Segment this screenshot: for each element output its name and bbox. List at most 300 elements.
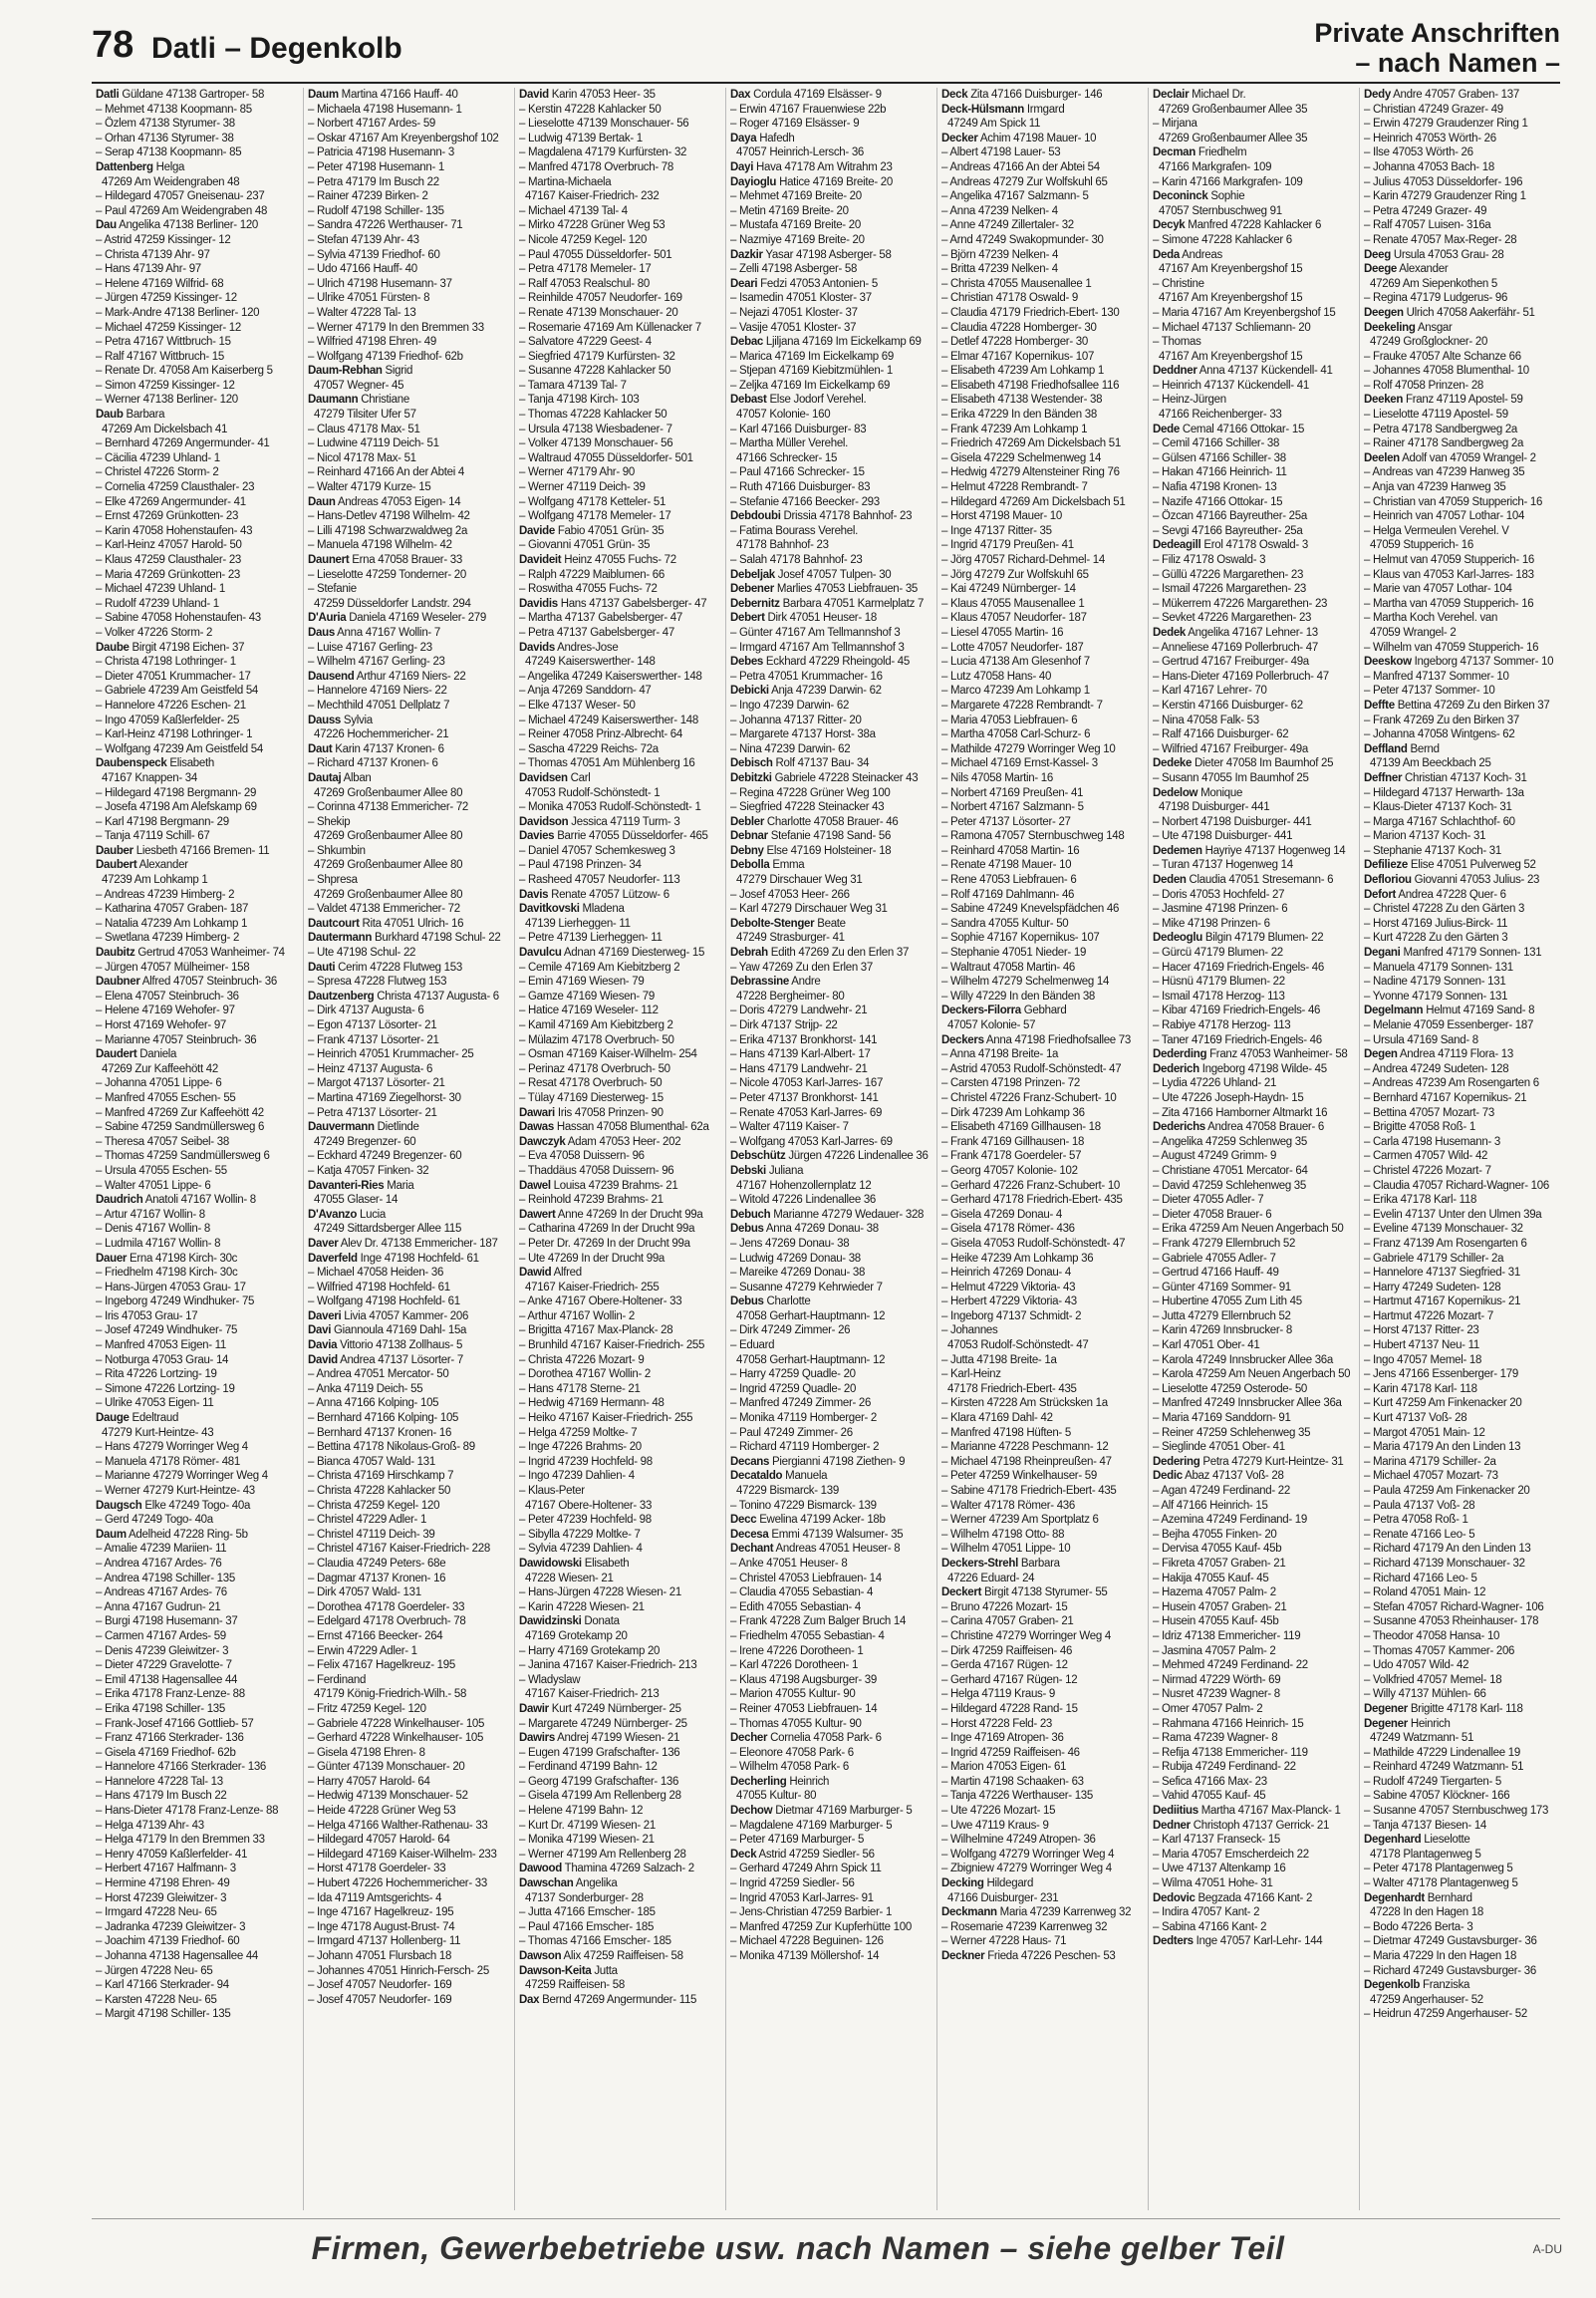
directory-entry: – Ingo 47057 Memel- 18 xyxy=(1364,1353,1482,1366)
directory-entry: Dedy Andre 47057 Graben- 137 xyxy=(1364,89,1519,101)
directory-entry: – Nazife 47166 Ottokar- 15 xyxy=(1153,495,1283,508)
directory-entry: – Claus 47178 Max- 51 xyxy=(308,423,420,435)
directory-entry: – Maria 47229 In den Hagen 18 xyxy=(1364,1950,1517,1962)
directory-entry: – Mehmed 47249 Ferdinand- 22 xyxy=(1153,1659,1308,1672)
directory-entry: – Güllü 47226 Margarethen- 23 xyxy=(1153,568,1304,581)
directory-entry: – Ulrike 47053 Eigen- 11 xyxy=(96,1397,214,1410)
directory-entry: – Eveline 47139 Monschauer- 32 xyxy=(1364,1223,1523,1236)
directory-entry: – Walter 47051 Lippe- 6 xyxy=(96,1179,211,1192)
directory-entry: – Rudolf 47249 Tiergarten- 5 xyxy=(1364,1775,1502,1788)
directory-entry: – Petre 47139 Lierheggen- 11 xyxy=(519,932,663,945)
directory-entry: – Karin 47269 Innsbrucker- 8 xyxy=(1153,1324,1292,1337)
directory-entry: – Werner 47239 Am Sportplatz 6 xyxy=(941,1514,1099,1527)
directory-entry: – Johannes 47058 Blumenthal- 10 xyxy=(1364,365,1529,378)
directory-entry: – Johann 47051 Flursbach 18 xyxy=(308,1950,452,1962)
directory-entry: – Elisabeth 47138 Westender- 38 xyxy=(941,394,1103,407)
directory-entry: – Richard 47119 Homberger- 2 xyxy=(730,1441,880,1454)
directory-entry: – Ute 47226 Joseph-Haydn- 15 xyxy=(1153,1091,1304,1104)
directory-entry: 47269 Großenbaumer Allee 80 xyxy=(314,786,463,799)
directory-entry: – Anka 47119 Deich- 55 xyxy=(308,1382,423,1395)
directory-entry: – Taner 47169 Friedrich-Engels- 46 xyxy=(1153,1033,1322,1046)
directory-entry: – Wolfgang 47279 Worringer Weg 4 xyxy=(941,1848,1115,1861)
directory-entry: Decker Achim 47198 Mauer- 10 xyxy=(941,132,1097,144)
directory-entry: Debert Dirk 47051 Heuser- 18 xyxy=(730,612,877,625)
directory-entry: – Norbert 47167 Ardes- 59 xyxy=(308,118,436,131)
directory-entry: – Anneliese 47169 Pollerbruch- 47 xyxy=(1153,641,1318,654)
directory-entry: – Karl 47051 Ober- 41 xyxy=(1153,1339,1260,1352)
directory-entry: – Hakan 47166 Heinrich- 11 xyxy=(1153,466,1287,479)
directory-entry: – Gisela 47199 Am Rellenberg 28 xyxy=(519,1790,681,1803)
directory-entry: – Bernhard 47137 Kronen- 16 xyxy=(308,1426,452,1439)
directory-entry: Deckner Frieda 47226 Peschen- 53 xyxy=(941,1950,1116,1962)
directory-entry: 47139 Lierheggen- 11 xyxy=(525,917,631,930)
directory-entry: – Husein 47057 Graben- 21 xyxy=(1153,1600,1287,1613)
directory-entry: – Claudia 47179 Friedrich-Ebert- 130 xyxy=(941,306,1120,319)
directory-entry: 47228 In den Hagen 18 xyxy=(1370,1906,1483,1919)
directory-entry: – Irmgard 47167 Am Tellmannshof 3 xyxy=(730,641,905,654)
directory-entry: – Ingrid 47239 Hochfeld- 98 xyxy=(519,1455,653,1468)
directory-entry: – Regina 47228 Grüner Weg 100 xyxy=(730,786,891,799)
directory-entry: – Bernhard 47166 Kolping- 105 xyxy=(308,1412,459,1425)
directory-entry: – Gisela 47169 Friedhof- 62b xyxy=(96,1746,236,1759)
directory-entry: – Ingrid 47259 Raiffeisen- 46 xyxy=(941,1746,1080,1759)
directory-entry: Deeskow Ingeborg 47137 Sommer- 10 xyxy=(1364,656,1554,669)
directory-entry: Dautaj Alban xyxy=(308,771,372,784)
directory-entry: Dedelow Monique xyxy=(1153,786,1243,799)
directory-entry: – Bettina 47057 Mozart- 73 xyxy=(1364,1106,1494,1119)
directory-entry: – Paul 47198 Prinzen- 34 xyxy=(519,859,642,872)
directory-entry: – Eva 47058 Duissern- 96 xyxy=(519,1150,645,1163)
directory-entry: – Horst 47239 Gleiwitzer- 3 xyxy=(96,1891,227,1904)
directory-entry: – Carina 47057 Graben- 21 xyxy=(941,1615,1074,1628)
directory-entry: Daubenspeck Elisabeth xyxy=(96,757,214,770)
directory-entry: – Richard 47249 Gustavsburger- 36 xyxy=(1364,1964,1536,1977)
directory-entry: – Gabriele 47179 Schiller- 2a xyxy=(1364,1252,1504,1265)
directory-entry: – Catharina 47269 In der Drucht 99a xyxy=(519,1223,695,1236)
directory-entry: – Bernhard 47167 Kopernikus- 21 xyxy=(1364,1091,1527,1104)
directory-entry: – Manfred 47055 Eschen- 55 xyxy=(96,1091,236,1104)
directory-entry: – Klara 47169 Dahl- 42 xyxy=(941,1412,1053,1425)
directory-entry: – Marga 47167 Schlachthof- 60 xyxy=(1364,815,1515,828)
directory-entry: – Gerhard 47228 Winkelhauser- 105 xyxy=(308,1732,484,1745)
directory-entry: – Friedhelm 47055 Sebastian- 4 xyxy=(730,1629,885,1642)
directory-entry: – Ingrid 47259 Siedler- 56 xyxy=(730,1877,855,1890)
directory-entry: – Erika 47259 Am Neuen Angerbach 50 xyxy=(1153,1223,1344,1236)
directory-entry: – Idriz 47138 Emmericher- 119 xyxy=(1153,1629,1301,1642)
directory-entry: – Alf 47166 Heinrich- 15 xyxy=(1153,1499,1268,1512)
directory-entry: – Rolf 47058 Prinzen- 28 xyxy=(1364,379,1484,392)
section-heading-line1: Private Anschriften xyxy=(1314,18,1560,48)
directory-entry: – Willy 47229 In den Bänden 38 xyxy=(941,990,1096,1003)
directory-entry: – Bejha 47055 Finken- 20 xyxy=(1153,1528,1277,1541)
directory-entry: – Irmgard 47228 Neu- 65 xyxy=(96,1906,217,1919)
directory-entry: – Thomas xyxy=(1153,336,1201,349)
directory-entry: Dawidzinski Donata xyxy=(519,1615,620,1628)
directory-entry: – Özcan 47166 Bayreuther- 25a xyxy=(1153,510,1307,523)
directory-entry: Dauge Edeltraud xyxy=(96,1412,179,1425)
directory-entry: – Hedwig 47279 Altensteiner Ring 76 xyxy=(941,466,1120,479)
directory-entry: – Karl-Heinz 47198 Lothringer- 1 xyxy=(96,728,253,741)
directory-entry: – Lilli 47198 Schwarzwaldweg 2a xyxy=(308,524,468,537)
directory-entry: – Ludwine 47119 Deich- 51 xyxy=(308,437,439,450)
directory-entry: – Christa 47169 Hirschkamp 7 xyxy=(308,1470,454,1483)
directory-entry: – Martha Koch Verehel. van xyxy=(1364,612,1498,625)
directory-entry: – Mathilde 47279 Worringer Weg 10 xyxy=(941,742,1116,755)
directory-entry: 47055 Glaser- 14 xyxy=(314,1194,399,1207)
directory-entry: Davidsen Carl xyxy=(519,771,591,784)
directory-entry: Dedemen Hayriye 47137 Hogenweg 14 xyxy=(1153,844,1346,857)
directory-entry: – Johannes 47051 Hinrich-Fersch- 25 xyxy=(308,1964,489,1977)
directory-entry: Dede Cemal 47166 Ottokar- 15 xyxy=(1153,423,1305,435)
directory-entry: – Artur 47167 Wollin- 8 xyxy=(96,1208,205,1221)
directory-entry: – Michael 47228 Beguinen- 126 xyxy=(730,1935,884,1948)
directory-entry: – Friedhelm 47198 Kirch- 30c xyxy=(96,1267,238,1280)
directory-entry: Dawson-Keita Jutta xyxy=(519,1964,618,1977)
directory-entry: – Tanja 47198 Kirch- 103 xyxy=(519,394,640,407)
directory-entry: – Eleonore 47058 Park- 6 xyxy=(730,1746,854,1759)
directory-entry: – Bernhard 47269 Angermunder- 41 xyxy=(96,437,270,450)
directory-entry: Deckers-Strehl Barbara xyxy=(941,1557,1060,1570)
directory-entry: 47269 Großenbaumer Allee 35 xyxy=(1159,132,1308,144)
directory-entry: – Heide 47228 Grüner Weg 53 xyxy=(308,1805,456,1818)
directory-entry: – Hedwig 47169 Hermann- 48 xyxy=(519,1397,665,1410)
directory-entry: – Renate 47053 Karl-Jarres- 69 xyxy=(730,1106,883,1119)
directory-entry: – Rahmana 47166 Heinrich- 15 xyxy=(1153,1717,1304,1730)
directory-entry: Dedic Abaz 47137 Voß- 28 xyxy=(1153,1470,1284,1483)
directory-entry: 47057 Kolonie- 57 xyxy=(947,1019,1036,1031)
directory-entry: – Karl 47279 Dirschauer Weg 31 xyxy=(730,903,888,916)
directory-entry: Daube Birgit 47198 Eichen- 37 xyxy=(96,641,245,654)
directory-entry: Dedeke Dieter 47058 Im Baumhof 25 xyxy=(1153,757,1334,770)
directory-entry: – Christiane 47051 Mercator- 64 xyxy=(1153,1164,1308,1177)
directory-entry: – Oskar 47167 Am Kreyenbergshof 102 xyxy=(308,132,499,144)
directory-entry: – Christa 47055 Mausenallee 1 xyxy=(941,277,1092,290)
directory-entry: 47166 Schrecker- 15 xyxy=(736,451,838,464)
directory-entry: – Gisela 47229 Schelmenweg 14 xyxy=(941,451,1102,464)
directory-entry: Dauer Erna 47198 Kirch- 30c xyxy=(96,1252,238,1265)
directory-entry: – Sabine 47259 Sandmüllersweg 6 xyxy=(96,1121,265,1134)
directory-entry: – Edelgard 47178 Overbruch- 78 xyxy=(308,1615,466,1628)
directory-entry: – Werner 47199 Am Rellenberg 28 xyxy=(519,1848,686,1861)
directory-entry: – Peter Dr. 47269 In der Drucht 99a xyxy=(519,1237,690,1250)
directory-entry: – Volker 47226 Storm- 2 xyxy=(96,626,213,639)
directory-entry: – Ralf 47166 Duisburger- 62 xyxy=(1153,728,1289,741)
directory-entry: – Marie van 47057 Lothar- 104 xyxy=(1364,583,1512,596)
directory-entry: – Stephanie 47137 Koch- 31 xyxy=(1364,844,1501,857)
directory-entry: – Albert 47198 Lauer- 53 xyxy=(941,146,1061,159)
directory-entry: – Anke 47051 Heuser- 8 xyxy=(730,1557,848,1570)
directory-entry: – Karin 47178 Karl- 118 xyxy=(1364,1382,1477,1395)
directory-entry: – Ute 47226 Mozart- 15 xyxy=(941,1805,1056,1818)
directory-entry: – Claudia 47055 Sebastian- 4 xyxy=(730,1586,874,1599)
directory-entry: – Heinz 47137 Augusta- 6 xyxy=(308,1062,433,1075)
directory-entry: – Stefan 47057 Richard-Wagner- 106 xyxy=(1364,1600,1544,1613)
directory-entry: – Kurt 47259 Am Finkenacker 20 xyxy=(1364,1397,1522,1410)
directory-entry: – Tülay 47169 Diesterweg- 15 xyxy=(519,1091,664,1104)
directory-entry: – Regina 47179 Ludgerus- 96 xyxy=(1364,292,1508,305)
directory-entry: – Klaus van 47053 Karl-Jarres- 183 xyxy=(1364,568,1534,581)
directory-entry: 47137 Sonderburger- 28 xyxy=(525,1891,644,1904)
directory-entry: – Gerda 47167 Rügen- 12 xyxy=(941,1659,1068,1672)
directory-entry: – Edith 47055 Sebastian- 4 xyxy=(730,1600,861,1613)
directory-entry: – Jasmina 47057 Palm- 2 xyxy=(1153,1644,1276,1657)
directory-entry: – Heinrich van 47057 Lothar- 104 xyxy=(1364,510,1525,523)
directory-entry: – Inge 47167 Hagelkreuz- 195 xyxy=(308,1906,454,1919)
directory-entry: – Wolfgang 47139 Friedhof- 62b xyxy=(308,350,463,363)
directory-entry: – Cäcilia 47239 Uhland- 1 xyxy=(96,451,220,464)
directory-entry: – Siegfried 47228 Steinacker 43 xyxy=(730,801,885,814)
directory-entry: – Astrid 47259 Kissinger- 12 xyxy=(96,233,231,246)
directory-entry: Daubert Alexander xyxy=(96,859,188,872)
directory-entry: Deden Claudia 47051 Stresemann- 6 xyxy=(1153,874,1334,887)
directory-entry: 47279 Kurt-Heintze- 43 xyxy=(102,1426,214,1439)
directory-entry: Dedeoglu Bilgin 47179 Blumen- 22 xyxy=(1153,932,1324,945)
directory-entry: – Hildegard 47169 Kaiser-Wilhelm- 233 xyxy=(308,1848,497,1861)
directory-entry: Debicki Anja 47239 Darwin- 62 xyxy=(730,685,882,698)
directory-entry: Debener Marlies 47053 Liebfrauen- 35 xyxy=(730,583,919,596)
directory-entry: Dayi Hava 47178 Am Witrahm 23 xyxy=(730,160,893,173)
directory-entry: – Erwin 47167 Frauenwiese 22b xyxy=(730,103,887,116)
directory-entry: – Herbert 47229 Viktoria- 43 xyxy=(941,1295,1077,1308)
directory-entry: Datli Güldane 47138 Gartroper- 58 xyxy=(96,89,265,101)
directory-entry: – Yaw 47269 Zu den Erlen 37 xyxy=(730,961,874,974)
directory-entry: – Thomas 47057 Kammer- 206 xyxy=(1364,1644,1515,1657)
directory-entry: Deeken Franz 47119 Apostel- 59 xyxy=(1364,394,1523,407)
directory-entry: – Peter 47137 Bronkhorst- 141 xyxy=(730,1091,879,1104)
directory-entry: – Peter 47169 Marburger- 5 xyxy=(730,1834,865,1847)
directory-entry: 47057 Heinrich-Lersch- 36 xyxy=(736,146,865,159)
directory-entry: 47269 Am Dickelsbach 41 xyxy=(102,423,228,435)
directory-entry: – Ludwig 47269 Donau- 38 xyxy=(730,1252,861,1265)
directory-entry: – Karin 47166 Markgrafen- 109 xyxy=(1153,175,1303,188)
directory-entry: – Inge 47137 Ritter- 35 xyxy=(941,524,1052,537)
directory-entry: – Werner 47228 Haus- 71 xyxy=(941,1935,1067,1948)
directory-entry: – Karl 47198 Bergmann- 29 xyxy=(96,815,229,828)
directory-entry: – Özlem 47138 Styrumer- 38 xyxy=(96,118,235,131)
directory-entry: 47058 Gerhart-Hauptmann- 12 xyxy=(736,1309,886,1322)
directory-entry: Davitkovski Mladena xyxy=(519,903,625,916)
directory-entry: – Michael 47239 Uhland- 1 xyxy=(96,583,225,596)
directory-entry: Dawel Louisa 47239 Brahms- 21 xyxy=(519,1179,678,1192)
directory-entry: – Elke 47269 Angermunder- 41 xyxy=(96,495,246,508)
directory-entry: – Arnd 47249 Swakopmunder- 30 xyxy=(941,233,1104,246)
directory-entry: – Ismail 47226 Margarethen- 23 xyxy=(1153,583,1307,596)
directory-column-6 xyxy=(1148,88,1358,2210)
directory-entry: – Christine xyxy=(1153,277,1204,290)
directory-entry: Daunert Erna 47058 Brauer- 33 xyxy=(308,554,462,566)
directory-entry: Daum Adelheid 47228 Ring- 5b xyxy=(96,1528,248,1541)
directory-entry: – Johanna 47137 Ritter- 20 xyxy=(730,714,862,726)
directory-entry: Dawid Alfred xyxy=(519,1267,582,1280)
directory-entry: Davia Vittorio 47138 Zollhaus- 5 xyxy=(308,1339,463,1352)
directory-entry: – Heidrun 47259 Angerhauser- 52 xyxy=(1364,2008,1527,2021)
directory-entry: – Thomas 47051 Am Mühlenberg 16 xyxy=(519,757,695,770)
directory-entry: Deck-Hülsmann Irmgard xyxy=(941,103,1065,116)
directory-entry: 47279 Dirschauer Weg 31 xyxy=(736,874,863,887)
directory-entry: – Thomas 47259 Sandmüllersweg 6 xyxy=(96,1150,270,1163)
directory-entry: – Christel 47167 Kaiser-Friedrich- 228 xyxy=(308,1543,490,1556)
directory-entry: Dauti Cerim 47228 Flutweg 153 xyxy=(308,961,462,974)
directory-entry: Degelmann Helmut 47169 Sand- 8 xyxy=(1364,1005,1535,1017)
directory-entry: – Horst 47178 Goerdeler- 33 xyxy=(308,1863,446,1875)
directory-entry: Davidis Hans 47137 Gabelsberger- 47 xyxy=(519,597,707,610)
directory-entry: – Christine 47279 Worringer Weg 4 xyxy=(941,1629,1111,1642)
directory-entry: – Christel 47119 Deich- 39 xyxy=(308,1528,435,1541)
directory-entry: – Filiz 47178 Oswald- 3 xyxy=(1153,554,1266,566)
directory-entry: – Karin 47279 Graudenzer Ring 1 xyxy=(1364,190,1526,203)
directory-entry: Daum Martina 47166 Hauff- 40 xyxy=(308,89,458,101)
directory-entry: – Manuela 47198 Wilhelm- 42 xyxy=(308,539,452,552)
directory-entry: – Michael 47259 Kissinger- 12 xyxy=(96,321,242,334)
directory-entry: – Nina 47058 Falk- 53 xyxy=(1153,714,1259,726)
footer-note: Firmen, Gewerbebetriebe usw. nach Namen – siehe gelber Teil xyxy=(311,2230,1285,2266)
directory-entry: – Paul 47166 Schrecker- 15 xyxy=(730,466,865,479)
directory-entry: – Hannelore 47169 Niers- 22 xyxy=(308,685,447,698)
directory-entry: – Hildegard 47057 Harold- 64 xyxy=(308,1834,450,1847)
directory-entry: Deck Astrid 47259 Siedler- 56 xyxy=(730,1848,875,1861)
directory-entry: – Gerhard 47226 Franz-Schubert- 10 xyxy=(941,1179,1121,1192)
directory-entry: Dawir Kurt 47249 Nürnberger- 25 xyxy=(519,1702,681,1715)
directory-entry: Deekeling Ansgar xyxy=(1364,321,1453,334)
directory-entry: – Wilhelm 47051 Lippe- 10 xyxy=(941,1543,1071,1556)
directory-entry: – Dirk 47137 Augusta- 6 xyxy=(308,1005,424,1017)
directory-entry: – Manfred 47198 Hüften- 5 xyxy=(941,1426,1071,1439)
directory-entry: – Ernst 47166 Beecker- 264 xyxy=(308,1629,443,1642)
directory-entry: Davideit Heinz 47055 Fuchs- 72 xyxy=(519,554,676,566)
directory-entry: – Dirk 47239 Am Lohkamp 36 xyxy=(941,1106,1085,1119)
directory-entry: – Christel 47226 Storm- 2 xyxy=(96,466,219,479)
directory-entry: – Nusret 47239 Wagner- 8 xyxy=(1153,1688,1280,1701)
directory-entry: Dawidowski Elisabeth xyxy=(519,1557,630,1570)
directory-entry: – Mark-Andre 47138 Berliner- 120 xyxy=(96,306,260,319)
directory-entry: – Hannelore 47228 Tal- 13 xyxy=(96,1775,223,1788)
directory-entry: – Johanna 47138 Hagensallee 44 xyxy=(96,1950,259,1962)
directory-entry: – Mehmet 47169 Breite- 20 xyxy=(730,190,862,203)
directory-entry: – Anna 47166 Kolping- 105 xyxy=(308,1397,439,1410)
directory-entry: Daveri Livia 47057 Kammer- 206 xyxy=(308,1309,469,1322)
directory-entry: – Hildegard 47198 Bergmann- 29 xyxy=(96,786,257,799)
directory-entry: – Theodor 47058 Hansa- 10 xyxy=(1364,1629,1500,1642)
directory-entry: – Witold 47226 Lindenallee 36 xyxy=(730,1194,877,1207)
directory-entry: – Omer 47057 Palm- 2 xyxy=(1153,1702,1263,1715)
directory-entry: Dautcourt Rita 47051 Ulrich- 16 xyxy=(308,917,464,930)
directory-entry: – Horst 47228 Feld- 23 xyxy=(941,1717,1053,1730)
directory-entry: – Helmut 47229 Viktoria- 43 xyxy=(941,1281,1076,1293)
directory-entry: – Elke 47137 Weser- 50 xyxy=(519,699,636,712)
directory-entry: – Angelika 47259 Schlenweg 35 xyxy=(1153,1135,1307,1148)
directory-entry: – Anna 47167 Gudrun- 21 xyxy=(96,1600,221,1613)
directory-entry: – Walter 47179 Kurze- 15 xyxy=(308,481,431,494)
directory-entry: – Marco 47239 Am Lohkamp 1 xyxy=(941,685,1090,698)
directory-entry: – Helga 47259 Moltke- 7 xyxy=(519,1426,638,1439)
directory-entry: – Christa 47228 Kahlacker 50 xyxy=(308,1485,451,1497)
directory-entry: – Reinhold 47239 Brahms- 21 xyxy=(519,1194,664,1207)
directory-entry: – Carla 47198 Husemann- 3 xyxy=(1364,1135,1500,1148)
directory-entry: – Ferdinand 47199 Bahn- 12 xyxy=(519,1761,658,1774)
directory-entry: – Luise 47167 Gerling- 23 xyxy=(308,641,432,654)
directory-entry: – Michael 47058 Heiden- 36 xyxy=(308,1267,444,1280)
directory-entry: – Hildegard 47269 Am Dickelsbach 51 xyxy=(941,495,1126,508)
directory-entry: – Günter 47167 Am Tellmannshof 3 xyxy=(730,626,901,639)
directory-entry: Debolla Emma xyxy=(730,859,805,872)
directory-entry: – Marica 47169 Im Eickelkamp 69 xyxy=(730,350,894,363)
directory-entry: – Reiner 47053 Liebfrauen- 14 xyxy=(730,1702,878,1715)
directory-entry: 47229 Bismarck- 139 xyxy=(736,1485,839,1497)
directory-entry: – Franz 47139 Am Rosengarten 6 xyxy=(1364,1237,1527,1250)
directory-entry: – Christa 47139 Ahr- 97 xyxy=(96,248,210,261)
directory-entry: – Gisela 47178 Römer- 436 xyxy=(941,1223,1075,1236)
directory-entry: – Marion 47137 Koch- 31 xyxy=(1364,830,1486,843)
directory-entry: – Gülsen 47166 Schiller- 38 xyxy=(1153,451,1286,464)
directory-entry: – Husein 47055 Kauf- 45b xyxy=(1153,1615,1279,1628)
directory-entry: Dedters Inge 47057 Karl-Lehr- 144 xyxy=(1153,1935,1323,1948)
directory-entry: – Nina 47239 Darwin- 62 xyxy=(730,742,851,755)
directory-entry: – Erwin 47279 Graudenzer Ring 1 xyxy=(1364,118,1528,131)
directory-entry: – Gerhard 47249 Ahrn Spick 11 xyxy=(730,1863,882,1875)
directory-entry: – Manuela 47178 Römer- 481 xyxy=(96,1455,240,1468)
directory-entry: – Jens 47166 Essenberger- 179 xyxy=(1364,1368,1518,1381)
directory-entry: – Maria 47053 Liebfrauen- 6 xyxy=(941,714,1078,726)
directory-entry: – Nadine 47179 Sonnen- 131 xyxy=(1364,976,1506,989)
directory-entry: Davide Fabio 47051 Grün- 35 xyxy=(519,524,665,537)
directory-entry: – Hans-Jürgen 47053 Grau- 17 xyxy=(96,1281,246,1293)
directory-entry: – Karl 47167 Lehrer- 70 xyxy=(1153,685,1267,698)
directory-entry: – Rudolf 47198 Schiller- 135 xyxy=(308,204,444,217)
directory-entry: – Manfred 47178 Overbruch- 78 xyxy=(519,160,673,173)
directory-entry: Debdoubi Drissia 47178 Bahnhof- 23 xyxy=(730,510,913,523)
directory-entry: Dedovic Begzada 47166 Kant- 2 xyxy=(1153,1891,1313,1904)
directory-entry: 47167 Obere-Holtener- 33 xyxy=(525,1499,653,1512)
directory-entry: Dazkir Yasar 47198 Asberger- 58 xyxy=(730,248,892,261)
directory-entry: – Katja 47057 Finken- 32 xyxy=(308,1164,429,1177)
directory-entry: – Monika 47199 Wiesen- 21 xyxy=(519,1834,655,1847)
directory-entry: Dax Cordula 47169 Elsässer- 9 xyxy=(730,89,882,101)
directory-entry: – Hüsnü 47179 Blumen- 22 xyxy=(1153,976,1285,989)
directory-entry: – Martha 47058 Carl-Schurz- 6 xyxy=(941,728,1091,741)
directory-entry: – Petra 47249 Grazer- 49 xyxy=(1364,204,1487,217)
directory-entry: – Klaus-Peter xyxy=(519,1485,585,1497)
directory-entry: – Reiner 47259 Schlehenweg 35 xyxy=(1153,1426,1311,1439)
directory-entry: Deari Fedzi 47053 Antonien- 5 xyxy=(730,277,878,290)
directory-entry: Deffte Bettina 47269 Zu den Birken 37 xyxy=(1364,699,1550,712)
directory-entry: 47269 Zur Kaffeehött 42 xyxy=(102,1062,218,1075)
directory-entry: – Kerstin 47228 Kahlacker 50 xyxy=(519,103,662,116)
directory-entry: – Zelli 47198 Asberger- 58 xyxy=(730,263,858,276)
directory-entry: – Mathilde 47229 Lindenallee 19 xyxy=(1364,1746,1520,1759)
directory-entry: – Daniel 47057 Schemkesweg 3 xyxy=(519,844,675,857)
directory-entry: – Peter 47178 Plantagenweg 5 xyxy=(1364,1863,1513,1875)
directory-entry: Dawczyk Adam 47053 Heer- 202 xyxy=(519,1135,681,1148)
directory-entry: – Werner 47138 Berliner- 120 xyxy=(96,394,238,407)
directory-entry: – Dieter 47051 Krummacher- 17 xyxy=(96,670,251,683)
directory-entry: – Orhan 47136 Styrumer- 38 xyxy=(96,132,234,144)
directory-entry: – Melanie 47059 Essenberger- 187 xyxy=(1364,1019,1534,1031)
directory-entry: – Dirk 47249 Zimmer- 26 xyxy=(730,1324,851,1337)
directory-entry: Daut Karin 47137 Kronen- 6 xyxy=(308,742,444,755)
directory-entry: – Dervisa 47055 Kauf- 45b xyxy=(1153,1543,1282,1556)
directory-entry: – Andreas van 47239 Hanweg 35 xyxy=(1364,466,1525,479)
directory-entry: – Karin 47228 Wiesen- 21 xyxy=(519,1600,645,1613)
directory-entry: – Martin 47198 Schaaken- 63 xyxy=(941,1775,1084,1788)
directory-entry: – Detlef 47228 Homberger- 30 xyxy=(941,336,1088,349)
directory-entry: – Dietmar 47249 Gustavsburger- 36 xyxy=(1364,1935,1537,1948)
directory-entry: – Refija 47138 Emmericher- 119 xyxy=(1153,1746,1308,1759)
directory-entry: – Renate Dr. 47058 Am Kaiserberg 5 xyxy=(96,365,273,378)
directory-entry: – Frank 47169 Gillhausen- 18 xyxy=(941,1135,1085,1148)
directory-entry: – Hermine 47198 Ehren- 49 xyxy=(96,1877,230,1890)
directory-entry: – Martha Müller Verehel. xyxy=(730,437,849,450)
directory-entry: – Nicole 47259 Kegel- 120 xyxy=(519,233,648,246)
